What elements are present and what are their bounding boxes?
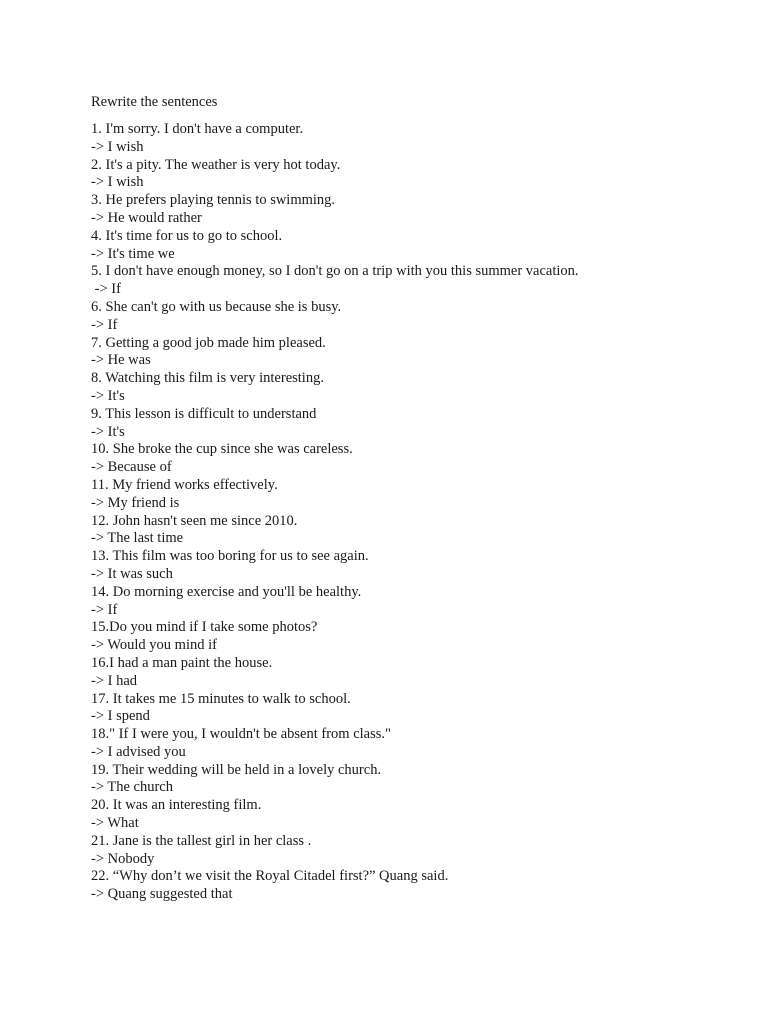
- answer-prompt-line: -> It's: [91, 423, 125, 440]
- document-title: Rewrite the sentences: [91, 94, 218, 110]
- answer-prompt-line: -> If: [91, 601, 118, 618]
- answer-prompt-line: -> If: [91, 281, 121, 298]
- question-line: 7. Getting a good job made him pleased.: [91, 334, 326, 351]
- question-line: 3. He prefers playing tennis to swimming.: [91, 192, 336, 209]
- question-line: 1. I'm sorry. I don't have a computer.: [91, 121, 304, 137]
- question-line: 17. It takes me 15 minutes to walk to school.: [91, 690, 351, 707]
- question-line: 21. Jane is the tallest girl in her class .: [91, 832, 312, 849]
- question-line: 6. She can't go with us because she is busy.: [91, 298, 342, 315]
- answer-prompt-line: -> I had: [91, 672, 138, 689]
- question-line: 5. I don't have enough money, so I don't go on a trip with you this summer vacation.: [91, 263, 579, 280]
- answer-prompt-line: -> If: [91, 316, 118, 333]
- question-line: 14. Do morning exercise and you'll be healthy.: [91, 583, 362, 600]
- question-line: 2. It's a pity. The weather is very hot today.: [91, 156, 341, 173]
- question-line: 22. “Why don’t we visit the Royal Citadel first?” Quang said.: [91, 868, 449, 885]
- exercise-list: [91, 121, 731, 904]
- answer-prompt-line: -> My friend is: [91, 494, 180, 511]
- question-line: 9. This lesson is difficult to understand: [91, 405, 317, 422]
- question-line: 20. It was an interesting film.: [91, 797, 262, 814]
- question-line: 16.I had a man paint the house.: [91, 654, 273, 671]
- answer-prompt-line: -> The church: [91, 779, 173, 796]
- question-line: 19. Their wedding will be held in a lovely church.: [91, 761, 382, 778]
- answer-prompt-line: -> Because of: [91, 459, 172, 476]
- answer-prompt-line: -> It's: [91, 387, 125, 404]
- answer-prompt-line: -> What: [91, 815, 139, 832]
- answer-prompt-line: -> The last time: [91, 530, 184, 547]
- question-line: 11. My friend works effectively.: [91, 476, 278, 493]
- question-line: 18." If I were you, I wouldn't be absent from class.": [91, 726, 391, 743]
- answer-prompt-line: -> He was: [91, 352, 151, 369]
- document-page: [91, 93, 731, 904]
- answer-prompt-line: -> Nobody: [91, 850, 155, 867]
- answer-prompt-line: -> I advised you: [91, 743, 186, 760]
- answer-prompt-line: -> I wish: [91, 174, 144, 191]
- answer-prompt-line: -> I spend: [91, 708, 150, 725]
- question-line: 13. This film was too boring for us to see again.: [91, 548, 369, 565]
- answer-prompt-line: -> I wish: [91, 138, 144, 155]
- answer-prompt-line: -> It was such: [91, 565, 173, 582]
- answer-prompt-line: -> Quang suggested that: [91, 886, 233, 903]
- answer-prompt-line: -> Would you mind if: [91, 637, 217, 654]
- question-line: 4. It's time for us to go to school.: [91, 227, 283, 244]
- question-line: 10. She broke the cup since she was careless.: [91, 441, 353, 458]
- question-line: 12. John hasn't seen me since 2010.: [91, 512, 298, 529]
- answer-prompt-line: -> It's time we: [91, 245, 175, 262]
- question-line: 8. Watching this film is very interesting.: [91, 370, 324, 387]
- answer-prompt-line: -> He would rather: [91, 209, 202, 226]
- question-line: 15.Do you mind if I take some photos?: [91, 619, 318, 636]
